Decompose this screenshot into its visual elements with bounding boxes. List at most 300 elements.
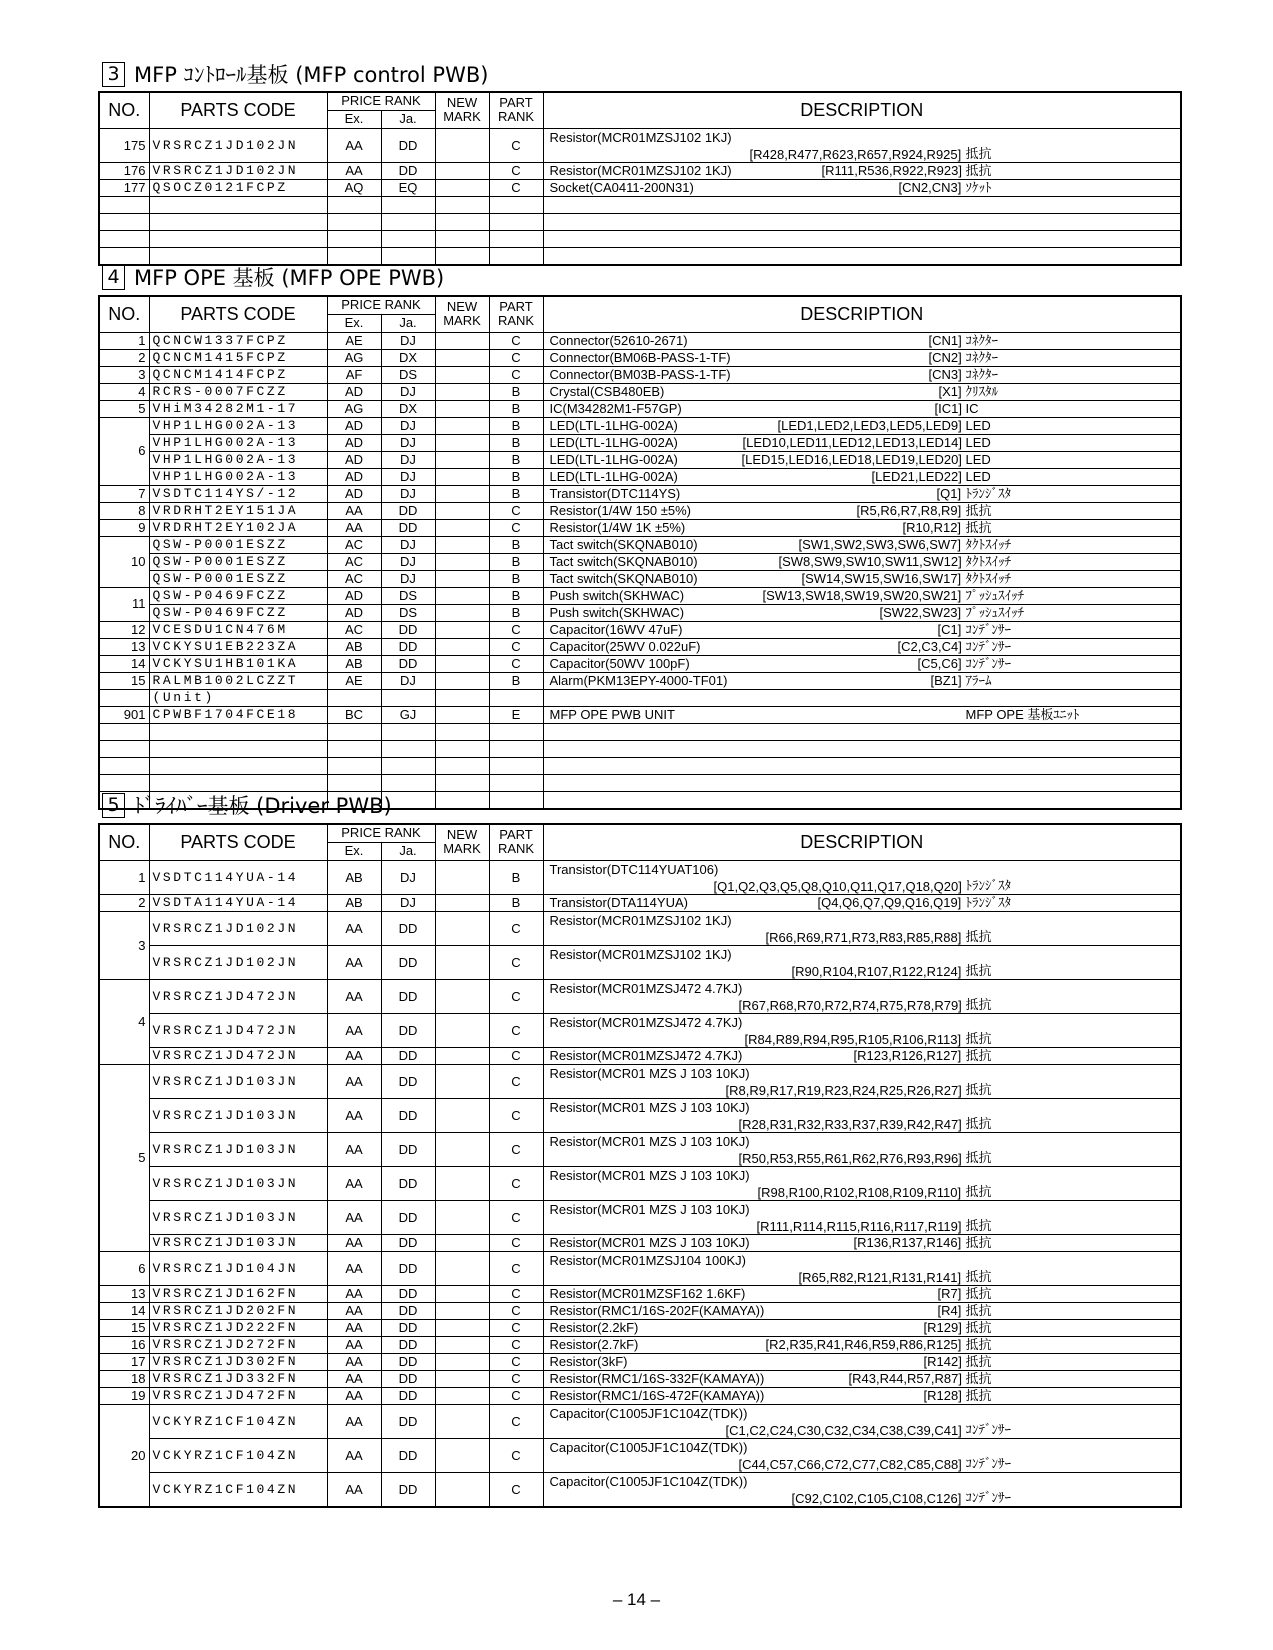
description-text: Resistor(MCR01MZSJ102 1KJ) bbox=[549, 129, 732, 145]
part-rank: C bbox=[489, 1132, 543, 1166]
table-row bbox=[99, 1336, 1181, 1353]
new-mark bbox=[435, 451, 489, 468]
table-row bbox=[99, 638, 1181, 655]
japanese-name: 抵抗 bbox=[965, 1285, 992, 1301]
description-text: Resistor(MCR01 MZS J 103 10KJ) bbox=[549, 1201, 750, 1217]
description-cell bbox=[543, 638, 1181, 655]
price-rank-ex: AE bbox=[327, 332, 381, 349]
part-rank: C bbox=[489, 1319, 543, 1336]
part-rank: B bbox=[489, 536, 543, 553]
empty-row bbox=[99, 230, 1181, 247]
part-rank: C bbox=[489, 638, 543, 655]
part-number: 14 bbox=[99, 1302, 149, 1319]
header-part-rank: PART RANK bbox=[489, 824, 543, 860]
description-cell bbox=[543, 400, 1181, 417]
description-cell bbox=[543, 1166, 1181, 1200]
table-row bbox=[99, 1472, 1181, 1507]
price-rank-ja: DJ bbox=[381, 383, 435, 400]
part-number: 175 bbox=[99, 128, 149, 162]
japanese-name: ｺﾈｸﾀｰ bbox=[965, 366, 998, 382]
part-number: 4 bbox=[99, 979, 149, 1064]
price-rank-ex: AA bbox=[327, 1013, 381, 1047]
header-no: NO. bbox=[99, 296, 149, 332]
new-mark bbox=[435, 604, 489, 621]
description-text: Resistor(MCR01 MZS J 103 10KJ) bbox=[549, 1234, 750, 1250]
reference-designators: [SW1,SW2,SW3,SW6,SW7] bbox=[798, 536, 962, 552]
price-rank-ex bbox=[327, 689, 381, 706]
reference-designators: [Q4,Q6,Q7,Q9,Q16,Q19] bbox=[817, 894, 962, 910]
reference-designators: [R67,R68,R70,R72,R74,R75,R78,R79] bbox=[738, 997, 962, 1013]
description-text: Resistor(MCR01MZSJ472 4.7KJ) bbox=[549, 980, 743, 996]
part-code: VHiM34282M1-17 bbox=[149, 400, 327, 417]
price-rank-ja: DJ bbox=[381, 332, 435, 349]
part-number: 176 bbox=[99, 162, 149, 179]
reference-designators: [SW8,SW9,SW10,SW11,SW12] bbox=[778, 553, 962, 569]
reference-designators: [R5,R6,R7,R8,R9] bbox=[856, 502, 962, 518]
reference-designators: [R4] bbox=[937, 1302, 962, 1318]
part-rank: B bbox=[489, 485, 543, 502]
table-row bbox=[99, 536, 1181, 553]
description-text: Resistor(MCR01MZSJ104 100KJ) bbox=[549, 1252, 747, 1268]
description-cell bbox=[543, 1013, 1181, 1047]
price-rank-ja: DX bbox=[381, 349, 435, 366]
description-cell bbox=[543, 1353, 1181, 1370]
new-mark bbox=[435, 179, 489, 196]
header-price-rank: PRICE RANK bbox=[327, 296, 435, 314]
part-code: VRSRCZ1JD102JN bbox=[149, 945, 327, 979]
japanese-name: ﾀｸﾄｽｲｯﾁ bbox=[965, 536, 1011, 552]
price-rank-ja: DD bbox=[381, 1200, 435, 1234]
price-rank-ja: DD bbox=[381, 162, 435, 179]
description-cell bbox=[543, 689, 1181, 706]
reference-designators: [R8,R9,R17,R19,R23,R24,R25,R26,R27] bbox=[725, 1082, 962, 1098]
part-rank: C bbox=[489, 1251, 543, 1285]
part-code: QCNCW1337FCPZ bbox=[149, 332, 327, 349]
price-rank-ex: AC bbox=[327, 621, 381, 638]
price-rank-ex: AB bbox=[327, 655, 381, 672]
part-number: 12 bbox=[99, 621, 149, 638]
header-ja: Ja. bbox=[381, 110, 435, 128]
table-row bbox=[99, 860, 1181, 894]
header-description: DESCRIPTION bbox=[543, 824, 1181, 860]
new-mark bbox=[435, 1353, 489, 1370]
new-mark bbox=[435, 162, 489, 179]
price-rank-ex: AA bbox=[327, 519, 381, 536]
price-rank-ex: AQ bbox=[327, 179, 381, 196]
price-rank-ex: AA bbox=[327, 1387, 381, 1404]
price-rank-ja: DD bbox=[381, 1064, 435, 1098]
price-rank-ex: AA bbox=[327, 1404, 381, 1438]
price-rank-ja: DD bbox=[381, 979, 435, 1013]
part-code: VSDTC114YS/-12 bbox=[149, 485, 327, 502]
reference-designators: [R123,R126,R127] bbox=[853, 1047, 962, 1063]
new-mark bbox=[435, 1302, 489, 1319]
part-code: VRSRCZ1JD162FN bbox=[149, 1285, 327, 1302]
price-rank-ex: AC bbox=[327, 570, 381, 587]
table-row bbox=[99, 1438, 1181, 1472]
japanese-name: 抵抗 bbox=[965, 1081, 992, 1097]
header-parts-code: PARTS CODE bbox=[149, 824, 327, 860]
price-rank-ja: DD bbox=[381, 128, 435, 162]
reference-designators: [SW14,SW15,SW16,SW17] bbox=[801, 570, 962, 586]
part-rank: B bbox=[489, 434, 543, 451]
japanese-name: ﾄﾗﾝｼﾞｽﾀ bbox=[965, 894, 1011, 910]
description-text: Connector(BM03B-PASS-1-TF) bbox=[549, 366, 731, 382]
japanese-name: ｺﾝﾃﾞﾝｻｰ bbox=[965, 638, 1011, 654]
description-cell bbox=[543, 485, 1181, 502]
section-title-text: MFP ｺﾝﾄﾛｰﾙ基板 (MFP control PWB) bbox=[134, 63, 489, 87]
part-code: QSW-P0469FCZZ bbox=[149, 604, 327, 621]
part-rank: B bbox=[489, 400, 543, 417]
price-rank-ja: DD bbox=[381, 519, 435, 536]
price-rank-ja: DD bbox=[381, 1472, 435, 1507]
japanese-name: 抵抗 bbox=[965, 145, 992, 161]
price-rank-ex: AA bbox=[327, 1200, 381, 1234]
parts-table-ope bbox=[98, 295, 1182, 810]
table-row bbox=[99, 519, 1181, 536]
part-number: 2 bbox=[99, 894, 149, 911]
price-rank-ex: AD bbox=[327, 383, 381, 400]
section-title-5 bbox=[102, 793, 392, 819]
description-cell bbox=[543, 587, 1181, 604]
reference-designators: [CN2,CN3] bbox=[898, 179, 962, 195]
part-number: 13 bbox=[99, 638, 149, 655]
reference-designators: [R98,R100,R102,R108,R109,R110] bbox=[757, 1184, 962, 1200]
new-mark bbox=[435, 1438, 489, 1472]
table-row bbox=[99, 485, 1181, 502]
part-rank: C bbox=[489, 1370, 543, 1387]
description-text: LED(LTL-1LHG-002A) bbox=[549, 417, 678, 433]
new-mark bbox=[435, 536, 489, 553]
part-rank: C bbox=[489, 162, 543, 179]
description-cell bbox=[543, 349, 1181, 366]
description-cell bbox=[543, 1438, 1181, 1472]
table-row bbox=[99, 570, 1181, 587]
japanese-name: ｺﾝﾃﾞﾝｻｰ bbox=[965, 1421, 1011, 1437]
table-row bbox=[99, 1234, 1181, 1251]
price-rank-ex: AF bbox=[327, 366, 381, 383]
reference-designators: [LED1,LED2,LED3,LED5,LED9] bbox=[777, 417, 962, 433]
description-text: Crystal(CSB480EB) bbox=[549, 383, 665, 399]
description-text: Transistor(DTC114YS) bbox=[549, 485, 681, 501]
table-row bbox=[99, 434, 1181, 451]
price-rank-ja: DS bbox=[381, 604, 435, 621]
japanese-name: 抵抗 bbox=[965, 1387, 992, 1403]
table-row bbox=[99, 1047, 1181, 1064]
price-rank-ja: DJ bbox=[381, 434, 435, 451]
description-text: Push switch(SKHWAC) bbox=[549, 587, 685, 603]
japanese-name: ｺﾝﾃﾞﾝｻｰ bbox=[965, 655, 1011, 671]
japanese-name: 抵抗 bbox=[965, 1370, 992, 1386]
table-row bbox=[99, 349, 1181, 366]
price-rank-ex: AA bbox=[327, 1064, 381, 1098]
price-rank-ja: DD bbox=[381, 1013, 435, 1047]
new-mark bbox=[435, 1387, 489, 1404]
new-mark bbox=[435, 383, 489, 400]
part-number: 15 bbox=[99, 1319, 149, 1336]
japanese-name: ｱﾗｰﾑ bbox=[965, 672, 992, 688]
reference-designators: [IC1] bbox=[934, 400, 962, 416]
part-number: 14 bbox=[99, 655, 149, 672]
header-ja: Ja. bbox=[381, 842, 435, 860]
description-cell bbox=[543, 1098, 1181, 1132]
part-number: 1 bbox=[99, 860, 149, 894]
description-text: Capacitor(C1005JF1C104Z(TDK)) bbox=[549, 1439, 748, 1455]
new-mark bbox=[435, 1404, 489, 1438]
part-code: VRSRCZ1JD103JN bbox=[149, 1166, 327, 1200]
price-rank-ja: DJ bbox=[381, 468, 435, 485]
part-code: VCKYSU1EB223ZA bbox=[149, 638, 327, 655]
description-cell bbox=[543, 1064, 1181, 1098]
part-rank: C bbox=[489, 655, 543, 672]
price-rank-ex: AD bbox=[327, 434, 381, 451]
part-rank: C bbox=[489, 332, 543, 349]
new-mark bbox=[435, 553, 489, 570]
price-rank-ex: AA bbox=[327, 1370, 381, 1387]
header-no: NO. bbox=[99, 824, 149, 860]
new-mark bbox=[435, 519, 489, 536]
new-mark bbox=[435, 434, 489, 451]
price-rank-ja: DJ bbox=[381, 894, 435, 911]
price-rank-ja: GJ bbox=[381, 706, 435, 723]
part-rank: E bbox=[489, 706, 543, 723]
price-rank-ex: AD bbox=[327, 604, 381, 621]
description-cell bbox=[543, 1472, 1181, 1507]
part-rank: B bbox=[489, 570, 543, 587]
section-title-text: MFP OPE 基板 (MFP OPE PWB) bbox=[134, 266, 445, 290]
price-rank-ex: AG bbox=[327, 349, 381, 366]
part-rank: C bbox=[489, 349, 543, 366]
table-row bbox=[99, 162, 1181, 179]
new-mark bbox=[435, 1047, 489, 1064]
table-row bbox=[99, 451, 1181, 468]
table-row bbox=[99, 1132, 1181, 1166]
new-mark bbox=[435, 860, 489, 894]
table-row bbox=[99, 1387, 1181, 1404]
price-rank-ex: AA bbox=[327, 1132, 381, 1166]
part-number: 8 bbox=[99, 502, 149, 519]
part-code: QCNCM1415FCPZ bbox=[149, 349, 327, 366]
new-mark bbox=[435, 894, 489, 911]
price-rank-ex: AG bbox=[327, 400, 381, 417]
header-new-mark: NEW MARK bbox=[435, 824, 489, 860]
page-number: – 14 – bbox=[612, 1590, 661, 1609]
part-code: VRSRCZ1JD472JN bbox=[149, 979, 327, 1013]
table-row bbox=[99, 1200, 1181, 1234]
description-text: Push switch(SKHWAC) bbox=[549, 604, 685, 620]
japanese-name: ｺﾈｸﾀｰ bbox=[965, 349, 998, 365]
japanese-name: LED bbox=[965, 434, 991, 450]
part-rank: C bbox=[489, 1013, 543, 1047]
reference-designators: [R10,R12] bbox=[902, 519, 962, 535]
table-row bbox=[99, 400, 1181, 417]
new-mark bbox=[435, 366, 489, 383]
description-cell bbox=[543, 945, 1181, 979]
japanese-name: LED bbox=[965, 417, 991, 433]
price-rank-ex: AC bbox=[327, 536, 381, 553]
reference-designators: [C44,C57,C66,C72,C77,C82,C85,C88] bbox=[738, 1456, 962, 1472]
part-rank: C bbox=[489, 1404, 543, 1438]
part-code: VHP1LHG002A-13 bbox=[149, 451, 327, 468]
description-text: Alarm(PKM13EPY-4000-TF01) bbox=[549, 672, 728, 688]
new-mark bbox=[435, 945, 489, 979]
description-text: Resistor(2.7kF) bbox=[549, 1336, 639, 1352]
description-text: Resistor(MCR01 MZS J 103 10KJ) bbox=[549, 1133, 750, 1149]
part-code: VRSRCZ1JD103JN bbox=[149, 1132, 327, 1166]
new-mark bbox=[435, 400, 489, 417]
empty-row bbox=[99, 213, 1181, 230]
japanese-name: 抵抗 bbox=[965, 1115, 992, 1131]
description-text: Resistor(RMC1/16S-332F(KAMAYA)) bbox=[549, 1370, 765, 1386]
table-row bbox=[99, 417, 1181, 434]
japanese-name: 抵抗 bbox=[965, 1268, 992, 1284]
table-row bbox=[99, 1285, 1181, 1302]
part-code: VRSRCZ1JD202FN bbox=[149, 1302, 327, 1319]
price-rank-ex: AA bbox=[327, 1098, 381, 1132]
japanese-name: ﾄﾗﾝｼﾞｽﾀ bbox=[965, 485, 1011, 501]
description-text: LED(LTL-1LHG-002A) bbox=[549, 451, 678, 467]
part-rank: B bbox=[489, 587, 543, 604]
price-rank-ex: AA bbox=[327, 1336, 381, 1353]
japanese-name: 抵抗 bbox=[965, 1183, 992, 1199]
reference-designators: [LED10,LED11,LED12,LED13,LED14] bbox=[742, 434, 962, 450]
japanese-name: ｺﾝﾃﾞﾝｻｰ bbox=[965, 1455, 1011, 1471]
description-cell bbox=[543, 332, 1181, 349]
part-number: 3 bbox=[99, 911, 149, 979]
reference-designators: [R111,R114,R115,R116,R117,R119] bbox=[756, 1218, 962, 1234]
part-number: 7 bbox=[99, 485, 149, 502]
table-row bbox=[99, 553, 1181, 570]
part-rank bbox=[489, 689, 543, 706]
description-cell bbox=[543, 553, 1181, 570]
part-code: VSDTA114YUA-14 bbox=[149, 894, 327, 911]
reference-designators: [R111,R536,R922,R923] bbox=[821, 162, 962, 178]
reference-designators: [R2,R35,R41,R46,R59,R86,R125] bbox=[765, 1336, 962, 1352]
part-rank: B bbox=[489, 672, 543, 689]
price-rank-ex: AD bbox=[327, 451, 381, 468]
japanese-name: 抵抗 bbox=[965, 1319, 992, 1335]
part-code: QSW-P0001ESZZ bbox=[149, 536, 327, 553]
reference-designators: [C92,C102,C105,C108,C126] bbox=[791, 1490, 962, 1506]
header-ja: Ja. bbox=[381, 314, 435, 332]
new-mark bbox=[435, 1132, 489, 1166]
part-number: 19 bbox=[99, 1387, 149, 1404]
description-text: Resistor(RMC1/16S-472F(KAMAYA)) bbox=[549, 1387, 765, 1403]
reference-designators: [X1] bbox=[938, 383, 962, 399]
description-cell bbox=[543, 519, 1181, 536]
table-row bbox=[99, 1098, 1181, 1132]
part-code: VSDTC114YUA-14 bbox=[149, 860, 327, 894]
part-rank: C bbox=[489, 502, 543, 519]
new-mark bbox=[435, 1370, 489, 1387]
description-text: Tact switch(SKQNAB010) bbox=[549, 553, 698, 569]
table-row bbox=[99, 706, 1181, 723]
japanese-name: 抵抗 bbox=[965, 1047, 992, 1063]
description-cell bbox=[543, 570, 1181, 587]
price-rank-ex: AA bbox=[327, 1353, 381, 1370]
new-mark bbox=[435, 706, 489, 723]
table-row bbox=[99, 383, 1181, 400]
new-mark bbox=[435, 349, 489, 366]
reference-designators: [R7] bbox=[937, 1285, 962, 1301]
description-text: Resistor(MCR01MZSJ472 4.7KJ) bbox=[549, 1014, 743, 1030]
new-mark bbox=[435, 570, 489, 587]
part-rank: C bbox=[489, 1234, 543, 1251]
japanese-name: ｿｹｯﾄ bbox=[965, 179, 992, 195]
part-code: VRDRHT2EY151JA bbox=[149, 502, 327, 519]
table-row bbox=[99, 366, 1181, 383]
description-text: MFP OPE PWB UNIT bbox=[549, 706, 675, 722]
part-code: VRSRCZ1JD472JN bbox=[149, 1047, 327, 1064]
part-code: VRSRCZ1JD472JN bbox=[149, 1013, 327, 1047]
description-text: Resistor(3kF) bbox=[549, 1353, 628, 1369]
japanese-name: ｺﾈｸﾀｰ bbox=[965, 332, 998, 348]
price-rank-ex: AA bbox=[327, 1319, 381, 1336]
price-rank-ja: DJ bbox=[381, 485, 435, 502]
header-part-rank: PART RANK bbox=[489, 92, 543, 128]
table-row bbox=[99, 655, 1181, 672]
part-code: VRSRCZ1JD102JN bbox=[149, 911, 327, 945]
part-number: 20 bbox=[99, 1404, 149, 1507]
japanese-name: 抵抗 bbox=[965, 1353, 992, 1369]
part-number: 4 bbox=[99, 383, 149, 400]
description-cell bbox=[543, 1302, 1181, 1319]
part-code: VRSRCZ1JD472FN bbox=[149, 1387, 327, 1404]
part-rank: C bbox=[489, 1302, 543, 1319]
description-cell bbox=[543, 162, 1181, 179]
description-text: Capacitor(50WV 100pF) bbox=[549, 655, 690, 671]
description-cell bbox=[543, 1132, 1181, 1166]
reference-designators: [Q1,Q2,Q3,Q5,Q8,Q10,Q11,Q17,Q18,Q20] bbox=[713, 878, 962, 894]
price-rank-ex: AB bbox=[327, 638, 381, 655]
price-rank-ex: AA bbox=[327, 1234, 381, 1251]
table-row bbox=[99, 502, 1181, 519]
reference-designators: [R28,R31,R32,R33,R37,R39,R42,R47] bbox=[738, 1116, 962, 1132]
table-row bbox=[99, 911, 1181, 945]
part-code: QSW-P0469FCZZ bbox=[149, 587, 327, 604]
empty-row bbox=[99, 757, 1181, 774]
header-description: DESCRIPTION bbox=[543, 92, 1181, 128]
part-code: VHP1LHG002A-13 bbox=[149, 434, 327, 451]
new-mark bbox=[435, 672, 489, 689]
description-cell bbox=[543, 417, 1181, 434]
price-rank-ja: DS bbox=[381, 587, 435, 604]
price-rank-ja: DD bbox=[381, 1166, 435, 1200]
part-code: VRSRCZ1JD102JN bbox=[149, 128, 327, 162]
japanese-name: 抵抗 bbox=[965, 1149, 992, 1165]
description-text: Resistor(MCR01 MZS J 103 10KJ) bbox=[549, 1099, 750, 1115]
part-code: QSW-P0001ESZZ bbox=[149, 570, 327, 587]
part-rank: B bbox=[489, 451, 543, 468]
description-text: Resistor(MCR01MZSJ472 4.7KJ) bbox=[549, 1047, 743, 1063]
table-row bbox=[99, 1302, 1181, 1319]
price-rank-ja: DD bbox=[381, 1234, 435, 1251]
reference-designators: [CN1] bbox=[928, 332, 962, 348]
price-rank-ja: DD bbox=[381, 911, 435, 945]
section-number: 3 bbox=[102, 62, 125, 87]
price-rank-ja: DJ bbox=[381, 860, 435, 894]
section-title-4 bbox=[102, 265, 444, 291]
price-rank-ex: AD bbox=[327, 417, 381, 434]
header-ex: Ex. bbox=[327, 842, 381, 860]
description-cell bbox=[543, 655, 1181, 672]
japanese-name: 抵抗 bbox=[965, 928, 992, 944]
new-mark bbox=[435, 911, 489, 945]
part-number: 5 bbox=[99, 1064, 149, 1251]
header-description: DESCRIPTION bbox=[543, 296, 1181, 332]
description-cell bbox=[543, 383, 1181, 400]
new-mark bbox=[435, 1200, 489, 1234]
